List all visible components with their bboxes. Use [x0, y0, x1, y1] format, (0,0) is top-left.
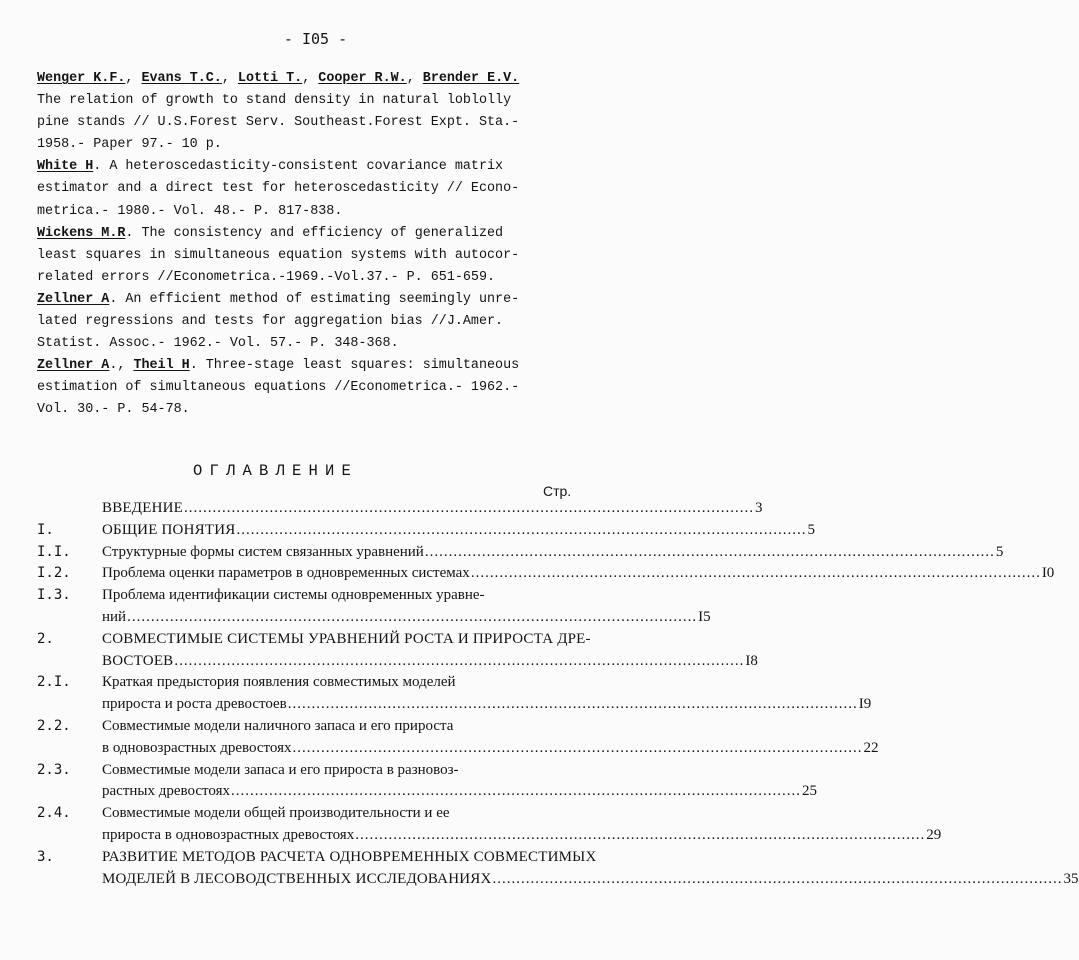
toc-leader-dots: ........................................................................................................................ [287, 696, 858, 713]
toc-entry-number: 2.2. [37, 718, 71, 734]
toc-entry-title: Совместимые модели запаса и его прироста в разновоз- [102, 761, 459, 778]
reference-line [37, 399, 597, 421]
toc-entry-title: растных древостоях [102, 783, 230, 800]
toc-entry-title: СОВМЕСТИМЫЕ СИСТЕМЫ УРАВНЕНИЙ РОСТА И ПРИРОСТА ДРЕ- [102, 630, 591, 647]
reference-line [37, 201, 597, 223]
toc-entry-number: 2.I. [37, 674, 71, 691]
reference-text: ., [109, 358, 134, 374]
toc-entry-number: 2. [37, 630, 54, 647]
reference-line [37, 267, 597, 289]
toc-leader-dots: ........................................................................................................................ [174, 652, 745, 669]
reference-author: Zellner A [37, 291, 110, 307]
reference-text: least squares in simultaneous equation systems with autocor- [37, 247, 520, 263]
toc-entry [0, 849, 631, 871]
toc-entry-page: I5 [698, 609, 711, 625]
reference-text: Vol. 30.- P. 54-78. [37, 402, 190, 418]
toc-page-header: Стр. [543, 483, 572, 499]
toc-leader-dots: ........................................................................................................................ [470, 565, 1041, 582]
reference-text: lated regressions and tests for aggregation bias //J.Amer. [37, 314, 504, 330]
toc-entry-number: I.2. [37, 565, 71, 582]
toc-entry [0, 543, 1004, 566]
reference-author: White H [37, 159, 94, 175]
toc-leader-dots: ........................................................................................................................ [236, 521, 807, 538]
reference-text: Statist. Assoc.- 1962.- Vol. 57.- P. 348-368. [37, 336, 399, 352]
toc-entry-title: Проблема идентификации системы одновременных уравне- [102, 587, 485, 604]
reference-text: estimation of simultaneous equations //Econometrica.- 1962.- [37, 380, 520, 396]
toc-entry-title: РАЗВИТИЕ МЕТОДОВ РАСЧЕТА ОДНОВРЕМЕННЫХ СОВМЕСТИМЫХ [102, 848, 597, 865]
toc-entry [0, 805, 631, 827]
toc-entry-page: 22 [863, 739, 879, 756]
toc-entry [0, 500, 763, 522]
toc-leader-dots: ........................................................................................................................ [355, 827, 926, 843]
reference-line [37, 134, 597, 156]
toc-entry-number: 3. [37, 848, 54, 865]
reference-line [37, 156, 597, 178]
reference-text: metrica.- 1980.- Vol. 48.- P. 817-838. [37, 203, 343, 219]
toc-entry [0, 783, 817, 805]
toc-entry-title: прироста и роста древостоев [102, 696, 287, 713]
reference-text: . The consistency and efficiency of generalized [125, 225, 504, 241]
toc-entry-number: I. [37, 521, 54, 538]
reference-author: Brender E.V. [422, 71, 520, 86]
toc-entry-title: Совместимые модели наличного запаса и его прироста [102, 718, 454, 734]
reference-text: . A heteroscedasticity-consistent covariance matrix [93, 159, 504, 175]
reference-text: The relation of growth to stand density in natural loblolly [37, 93, 512, 109]
toc-entry [0, 631, 631, 653]
reference-author: Zellner A [37, 358, 110, 374]
toc-entry-title: Проблема оценки параметров в одновременных системах [102, 565, 470, 582]
toc-entry-page: 35 [1063, 870, 1079, 887]
toc-entry-title: Краткая предыстория появления совместимых моделей [102, 674, 456, 691]
reference-text: related errors //Econometrica.-1969.-Vol.37.- P. 651-659. [37, 269, 496, 285]
reference-text: estimator and a direct test for heteroscedasticity // Econo- [37, 181, 520, 197]
reference-author: Evans T.C. [141, 71, 222, 86]
toc-entry [0, 674, 631, 696]
reference-author: Wickens M.R [37, 225, 126, 241]
reference-text: , [221, 71, 238, 86]
toc-entry [0, 565, 1055, 587]
toc-leader-dots: ........................................................................................................................ [292, 739, 863, 756]
toc-entry-title: МОДЕЛЕЙ В ЛЕСОВОДСТВЕННЫХ ИССЛЕДОВАНИЯХ [102, 870, 492, 887]
toc-leader-dots: ........................................................................................................................ [231, 783, 801, 800]
toc-leader-dots: ........................................................................................................................ [127, 609, 698, 625]
reference-text: , [406, 71, 423, 86]
reference-author: Lotti T. [237, 71, 303, 86]
toc-entry-title: в одновозрастных древостоях [102, 739, 292, 756]
reference-text: , [125, 71, 142, 86]
toc-leader-dots: ........................................................................................................................ [424, 543, 995, 560]
toc-entry [0, 827, 942, 849]
toc-title: ОГЛАВЛЕНИЕ [193, 462, 359, 480]
toc-entry [0, 762, 631, 784]
toc-entry [0, 652, 758, 675]
reference-line [37, 333, 597, 355]
toc-entry [0, 696, 872, 718]
toc-entry-page: 5 [995, 543, 1004, 560]
references-list [37, 68, 597, 422]
page-number: - I05 - [283, 30, 348, 48]
reference-line [37, 289, 597, 311]
reference-text: 1958.- Paper 97.- 10 p. [37, 137, 222, 153]
reference-line [37, 178, 597, 200]
toc-entry-page: 25 [802, 783, 817, 800]
toc-entry-title: ВОСТОЕВ [102, 652, 174, 669]
toc-entry-number: I.3. [37, 587, 71, 604]
toc-entry [0, 609, 711, 631]
toc-entry-page: 3 [755, 500, 763, 516]
toc-entry-title: ОБЩИЕ ПОНЯТИЯ [102, 521, 236, 538]
reference-text: . Three-stage least squares: simultaneous [189, 358, 520, 374]
reference-author: Wenger K.F. [37, 71, 126, 86]
reference-line [37, 68, 597, 90]
toc-entry-title: Структурные формы систем связанных уравнений [102, 543, 424, 560]
toc-entry-number: I.I. [37, 543, 71, 560]
reference-text: . An efficient method of estimating seemingly unre- [109, 291, 520, 307]
toc-leader-dots: ........................................................................................................................ [184, 500, 754, 516]
toc-entry-page: I0 [1041, 565, 1055, 582]
toc-entry-title: ВВЕДЕНИЕ [102, 500, 183, 516]
reference-line [37, 377, 597, 399]
toc-entry-page: I8 [745, 652, 758, 669]
toc-entry [0, 718, 631, 740]
reference-line [37, 245, 597, 267]
reference-line [37, 223, 597, 245]
toc-entry [0, 521, 815, 544]
toc-entry-title: Совместимые модели общей производительности и ее [102, 805, 450, 822]
toc-entry-title: ний [102, 609, 127, 625]
reference-text: , [302, 71, 319, 86]
reference-line [37, 311, 597, 333]
toc-leader-dots: ........................................................................................................................ [492, 870, 1063, 887]
toc-entry [0, 870, 1079, 893]
reference-text: pine stands // U.S.Forest Serv. Southeast.Forest Expt. Sta.- [37, 115, 520, 131]
toc-entry-page: I9 [858, 696, 872, 713]
toc-entry-page: 5 [807, 521, 815, 538]
reference-line [37, 355, 597, 377]
toc-entry [0, 587, 631, 609]
reference-author: Cooper R.W. [318, 71, 407, 86]
toc-entry-number: 2.4. [37, 805, 71, 822]
reference-line [37, 90, 597, 112]
toc-entry-title: прироста в одновозрастных древостоях [102, 827, 355, 843]
toc-entry-page: 29 [926, 827, 942, 843]
reference-line [37, 112, 597, 134]
toc-entry-number: 2.3. [37, 761, 71, 778]
toc-entry [0, 739, 879, 762]
reference-author: Theil H [133, 358, 190, 374]
